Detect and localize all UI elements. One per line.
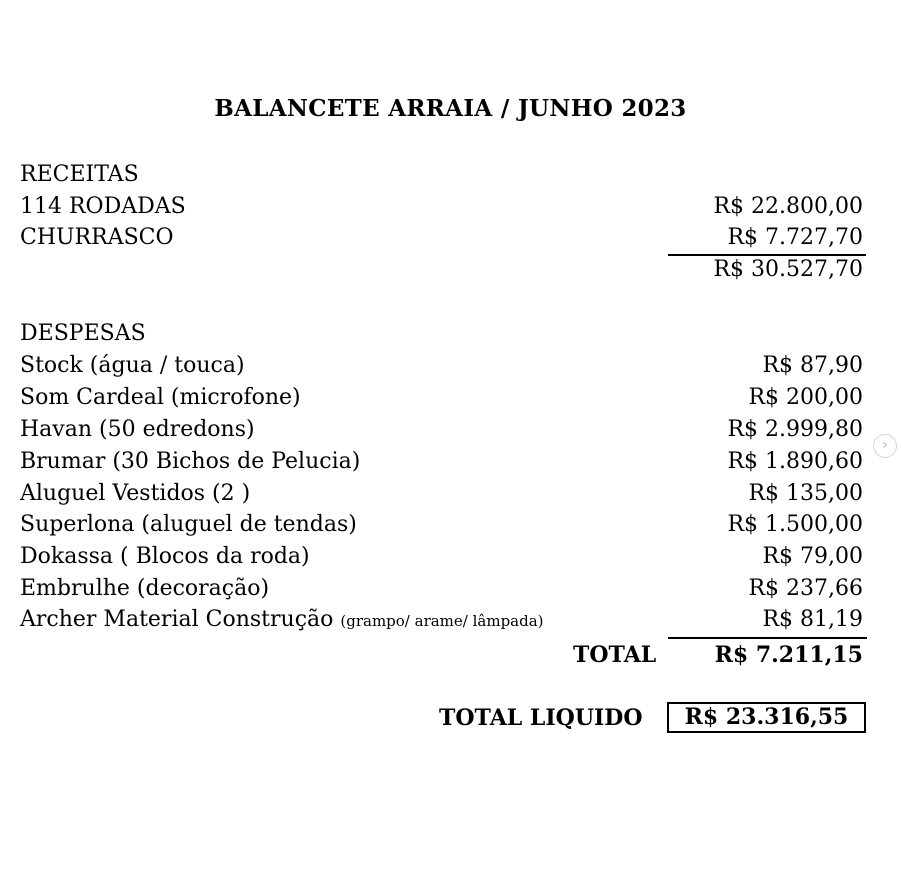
despesa-label: Dokassa ( Blocos da roda): [20, 544, 310, 569]
despesas-total-label: TOTAL: [573, 642, 657, 668]
despesa-amount: R$ 79,00: [762, 544, 863, 569]
despesa-amount: R$ 135,00: [748, 481, 863, 506]
despesa-amount: R$ 1.500,00: [727, 512, 863, 537]
despesa-label-text: Archer Material Construção: [20, 607, 334, 632]
despesa-row: [20, 604, 863, 635]
despesa-label-note: (grampo/ arame/ lâmpada): [340, 612, 544, 630]
despesas-sum-rule: [668, 637, 867, 639]
receitas-subtotal: R$ 30.527,70: [713, 257, 863, 282]
despesa-row: [20, 573, 863, 604]
chevron-right-icon: ›: [882, 437, 888, 453]
receitas-heading: [20, 159, 863, 190]
next-slide-button[interactable]: [873, 434, 897, 458]
despesa-row: [20, 509, 863, 540]
despesa-row: [20, 541, 863, 572]
despesas-heading: [20, 318, 863, 349]
despesa-amount: R$ 2.999,80: [727, 417, 863, 442]
despesa-label: Superlona (aluguel de tendas): [20, 512, 357, 537]
despesa-row: [20, 350, 863, 381]
receita-label: CHURRASCO: [20, 225, 174, 250]
despesa-row: [20, 382, 863, 413]
receitas-subtotal-row: [20, 254, 863, 285]
despesa-row: [20, 414, 863, 445]
total-liquido-label: TOTAL LIQUIDO: [439, 705, 643, 731]
despesa-label: Aluguel Vestidos (2 ): [20, 481, 251, 506]
receita-row: [20, 222, 863, 253]
receitas-heading-label: RECEITAS: [20, 162, 139, 187]
receita-row: [20, 191, 863, 222]
total-liquido-amount: R$ 23.316,55: [667, 702, 866, 733]
receita-amount: R$ 7.727,70: [727, 225, 863, 250]
despesa-label: Som Cardeal (microfone): [20, 385, 301, 410]
receita-label: 114 RODADAS: [20, 194, 186, 219]
despesa-row: [20, 446, 863, 477]
despesa-amount: R$ 1.890,60: [727, 449, 863, 474]
page-title: BALANCETE ARRAIA / JUNHO 2023: [214, 95, 687, 122]
despesa-amount: R$ 200,00: [748, 385, 863, 410]
despesa-label: Brumar (30 Bichos de Pelucia): [20, 449, 361, 474]
despesas-total: R$ 7.211,15: [714, 642, 863, 668]
despesas-heading-label: DESPESAS: [20, 321, 146, 346]
despesa-amount: R$ 81,19: [762, 607, 863, 632]
despesa-label: Stock (água / touca): [20, 353, 245, 378]
despesa-amount: R$ 87,90: [762, 353, 863, 378]
despesa-amount: R$ 237,66: [748, 576, 863, 601]
despesa-label: [20, 604, 544, 637]
despesa-label: Havan (50 edredons): [20, 417, 255, 442]
despesa-row: [20, 478, 863, 509]
receita-amount: R$ 22.800,00: [713, 194, 863, 219]
despesa-label: Embrulhe (decoração): [20, 576, 270, 601]
